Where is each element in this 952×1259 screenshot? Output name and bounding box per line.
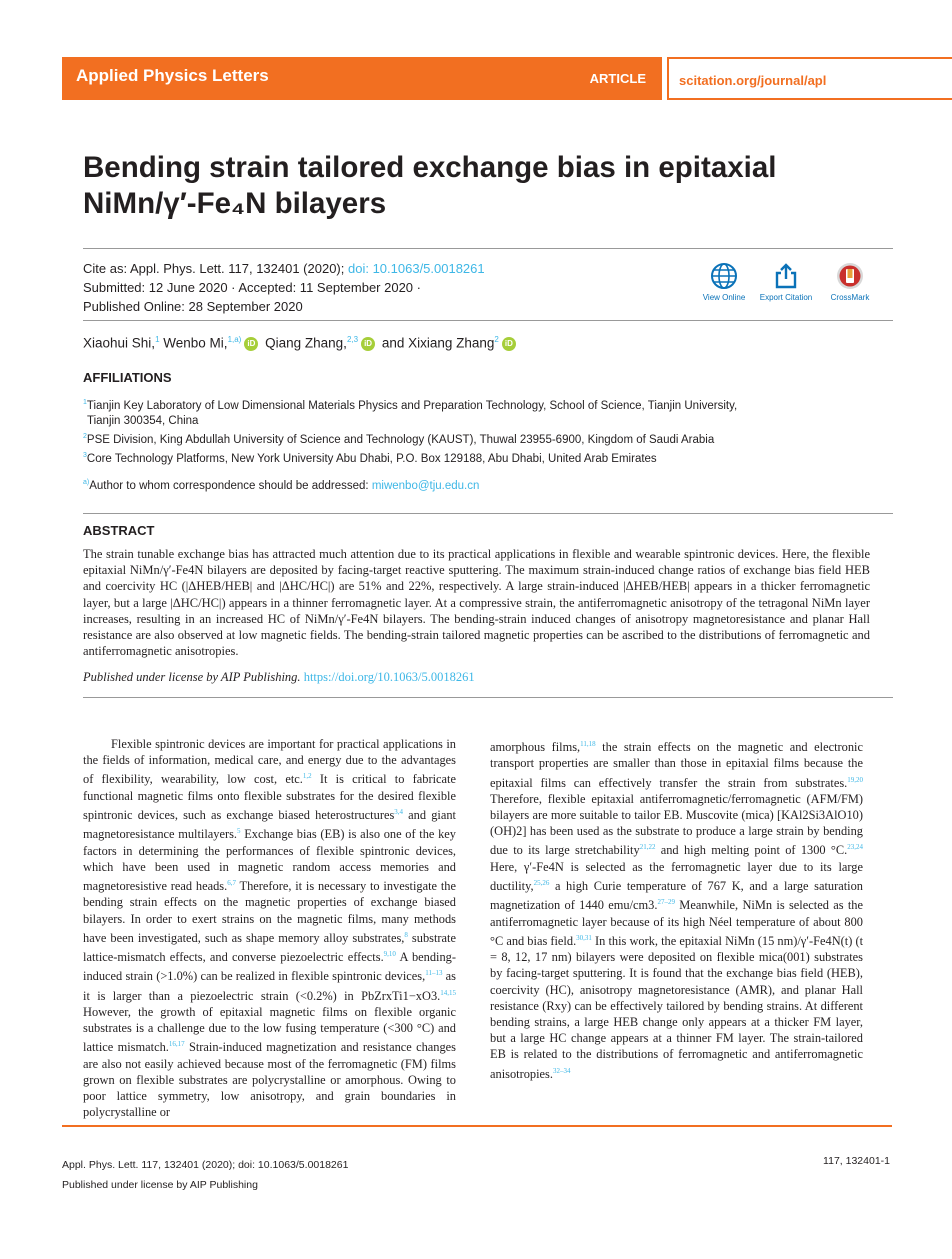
author-name[interactable]: Wenbo Mi, [163,335,228,351]
title-line-2: NiMn/γ′-Fe₄N bilayers [83,187,387,220]
author-name[interactable]: Qiang Zhang, [265,335,347,351]
journal-url-box [667,57,952,100]
article-tag: ARTICLE [589,71,646,86]
divider [83,320,893,321]
orcid-icon[interactable]: iD [502,337,516,351]
divider [83,248,893,249]
published-date: Published Online: 28 September 2020 [83,299,303,314]
author-affiliation-sup: 2 [494,335,499,344]
body-text: Meanwhile, NiMn is selected as the antiferromagnetic layer because of its high Néel temperature of about 800 °C and bias field. [490,898,863,948]
affiliation-sup: 2 [83,433,87,440]
citation-ref[interactable]: 23,24 [847,843,863,852]
export-citation-button[interactable] [756,262,816,302]
body-text: the strain effects on the magnetic and electronic transport properties are smaller than those in epitaxial films because the epitaxial films can effectively transfer the strain from substrates. [490,740,863,790]
export-icon [772,262,800,290]
affiliation-text: Tianjin 300354, China [87,414,199,427]
citation-ref[interactable]: 11–13 [425,969,443,978]
crossmark-icon [836,262,864,290]
citation-ref[interactable]: 30,31 [576,933,592,942]
article-actions [694,262,884,308]
affiliation-text: Tianjin Key Laboratory of Low Dimensional Materials Physics and Preparation Technology, School of Science, Tianjin University, [86,399,738,412]
body-text: Therefore, it is necessary to investigate the bending strain effects on the magnetic properties of exchange biased bilayers. In order to exert strains on the magnetic films, many methods have been investigated, such as shape memory alloy substrates, [83,879,456,945]
citation-block [83,259,485,316]
affiliation-sup: 1 [83,399,87,406]
author-name[interactable]: Xiaohui Shi, [83,335,156,351]
license-text: Published under license by AIP Publishing. [83,670,301,684]
citation-ref[interactable]: 16,17 [168,1040,185,1049]
cite-as: Cite as: Appl. Phys. Lett. 117, 132401 (2020); [83,261,345,276]
journal-name[interactable]: Applied Physics Letters [76,66,269,85]
body-text: a high Curie temperature of 767 K, and a large saturation magnetization of 1440 emu/cm3. [490,879,863,913]
citation-ref[interactable]: 11,18 [580,740,596,748]
body-text: Strain-induced magnetization and resistance changes are also not easily achieved because most of the ferromagnetic (FM) films grown on flexible substrates are polycrystalline or amorphous. Owing to poor lattice symmetry, low anisotropy, and grain boundaries in polycrystalline or [83,1040,456,1120]
abstract-text: The strain tunable exchange bias has attracted much attention due to its practical applications in flexible and wearable spintronic devices. Here, the flexible epitaxial NiMn/γ′-Fe4N bilayers are deposited by facing-target reactive sputtering. The maximum strain-induced change ratios of exchange bias field HEB and coercivity HC (|ΔHEB/HEB| and |ΔHC/HC|) are 51% and 22%, respectively. A large strain-induced |ΔHEB/HEB| appears in a thicker ferromagnetic layer, but a large |ΔHC/HC|) appears in a thinner ferromagnetic layer. At a compressive strain, the antiferromagnetic anisotropy of the tetragonal NiMn layer increases, resulting in an increased HC of NiMn/γ′-Fe4N bilayers. The bending-strain induced changes of anisotropy magnetoresistance and planar Hall resistance are also observed at low magnetic fields. The bending-strain tailored magnetic properties can be ascribed to the distributions of ferromagnetic and antiferromagnetic anisotropies. [83,547,870,659]
body-text: Therefore, flexible epitaxial antiferromagnetic/ferromagnetic (AFM/FM) bilayers are more suitable to tailor EB. Muscovite (mica) [KAl2Si3AlO10)(OH)2] has been used as the substrate to produce a large strain by bending due to its large stretchability [490,791,863,858]
body-text: and high melting point of 1300 °C. [655,843,848,858]
body-text: and giant magnetoresistance multilayers. [83,808,456,842]
citation-ref[interactable]: 19,20 [847,775,863,784]
affiliation [83,395,863,429]
body-column-right [490,736,863,1082]
body-text: substrate lattice-mismatch effects, and converse piezoelectric effects. [83,930,456,965]
divider [83,697,893,698]
footer-citation: Appl. Phys. Lett. 117, 132401 (2020); doi: 10.1063/5.0018261 [62,1159,349,1171]
doi-link[interactable]: doi: 10.1063/5.0018261 [348,261,485,276]
body-text: Here, γ′-Fe4N is selected as the ferromagnetic layer due to its large ductility, [490,859,863,894]
citation-ref[interactable]: 9,10 [383,950,396,959]
author-list [83,335,519,351]
export-citation-label: Export Citation [759,293,813,302]
affiliation-text: Core Technology Platforms, New York University Abu Dhabi, P.O. Box 129188, Abu Dhabi, United Arab Emirates [86,452,657,465]
affiliation [83,448,863,467]
orcid-icon[interactable]: iD [361,337,375,351]
submission-dates: Submitted: 12 June 2020 · Accepted: 11 September 2020 · [83,280,421,295]
crossmark-label: CrossMark [830,293,870,302]
body-text: It is critical to fabricate functional magnetic films onto flexible substrates for the desired flexible spintronic devices, such as exchange biased heterostructures [83,772,456,823]
journal-url-link[interactable]: scitation.org/journal/apl [679,73,827,88]
title-line-1: Bending strain tailored exchange bias in epitaxial [83,151,777,184]
citation-ref[interactable]: 21,22 [639,843,656,852]
correspondence-sup: a) [83,479,90,486]
body-text: In this work, the epitaxial NiMn (15 nm)/γ′-Fe4N(t) (t = 8, 12, 17 nm) bilayers were deposited on flexible mica(001) substrates by facing-target sputtering. It is found that the exchange bias field (HEB), coercivity (HC), anisotropy magnetoresistance (AMR), and planar Hall resistance (Rxy) can be effectively tailored by bending strains. At different bending strains, a large HEB change only appears at a thicker FM layer, but a large HC change appears at a thinner FM layer. The strain-tailored EB is related to the distributions of ferromagnetic and antiferromagnetic anisotropies. [490,933,864,1081]
body-text: as it is larger than a piezoelectric strain (<0.2%) in PbZrxTi1−xO3. [83,969,456,1003]
abstract-heading: ABSTRACT [83,523,155,538]
citation-ref[interactable]: 14,15 [440,988,456,997]
body-text: Exchange bias (EB) is also one of the key factors in determining the performances of flexible spintronic devices, which have been used in magnetic random access memories and magnetoresistive read heads. [83,827,456,894]
author-affiliation-sup: 1 [155,335,160,344]
affiliation-text: PSE Division, King Abdullah University of Science and Technology (KAUST), Thuwal 23955-6900, Kingdom of Saudi Arabia [86,433,715,446]
footer-divider [62,1125,892,1127]
affiliations-heading: AFFILIATIONS [83,370,172,385]
divider [83,513,893,514]
citation-ref[interactable]: 1,2 [302,772,312,781]
author-name[interactable]: and Xixiang Zhang [381,335,495,351]
correspondence [83,479,479,492]
license-link[interactable]: https://doi.org/10.1063/5.0018261 [303,670,475,684]
page-title [83,150,883,222]
footer-license: Published under license by AIP Publishing [62,1179,258,1191]
email-link[interactable]: miwenbo@tju.edu.cn [371,479,480,492]
license-line [83,670,475,685]
body-text: A bending-induced strain (>1.0%) can be realized in flexible spintronic devices, [83,950,456,984]
footer-left [62,1155,348,1195]
citation-ref[interactable]: 8 [404,930,408,939]
citation-ref[interactable]: 27–29 [657,898,675,907]
journal-banner [62,57,662,100]
body-text: amorphous films, [490,740,581,755]
body-text: Flexible spintronic devices are important for practical applications in the fields of information, medical care, and energy due to the advantages of flexibility, wearability, low cost, etc. [83,737,456,787]
citation-ref[interactable]: 5 [237,827,241,836]
body-column-left [83,736,456,1121]
crossmark-button[interactable] [820,262,880,302]
author-affiliation-sup: 1,a) [227,335,242,344]
correspondence-label: Author to whom correspondence should be addressed: [89,479,369,492]
view-online-label: View Online [702,293,746,302]
affiliation [83,429,863,448]
view-online-button[interactable] [694,262,754,302]
citation-ref[interactable]: 25,26 [533,879,550,887]
citation-ref[interactable]: 3,4 [394,807,404,816]
affiliation-sup: 3 [83,452,87,459]
globe-icon [710,262,738,290]
orcid-icon[interactable]: iD [244,337,258,351]
citation-ref[interactable]: 32–34 [552,1066,571,1075]
citation-ref[interactable]: 6,7 [227,879,236,887]
page-number: 117, 132401-1 [823,1155,890,1167]
body-text: However, the growth of epitaxial magnetic films on flexible organic substrates is a challenge due to the low fusing temperature (<300 °C) and lattice mismatch. [83,1005,456,1055]
author-affiliation-sup: 2,3 [346,335,359,344]
